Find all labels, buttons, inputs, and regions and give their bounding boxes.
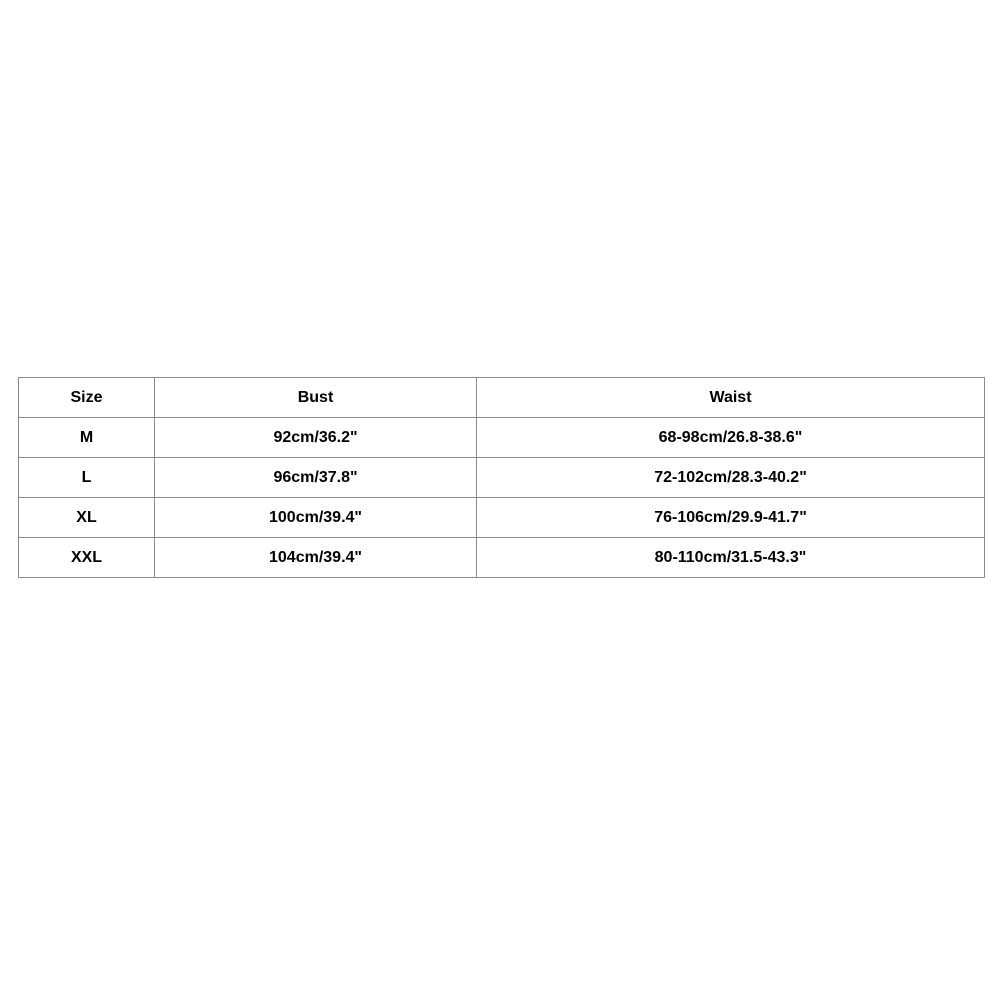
waist-cell: 72-102cm/28.3-40.2"	[477, 458, 985, 498]
size-cell: M	[19, 418, 155, 458]
header-waist: Waist	[477, 378, 985, 418]
table-row	[19, 458, 985, 498]
table-row	[19, 418, 985, 458]
bust-cell: 104cm/39.4"	[155, 538, 477, 578]
size-cell: XXL	[19, 538, 155, 578]
table-row	[19, 498, 985, 538]
bust-cell: 100cm/39.4"	[155, 498, 477, 538]
waist-cell: 80-110cm/31.5-43.3"	[477, 538, 985, 578]
size-cell: XL	[19, 498, 155, 538]
waist-cell: 76-106cm/29.9-41.7"	[477, 498, 985, 538]
waist-cell: 68-98cm/26.8-38.6"	[477, 418, 985, 458]
header-size: Size	[19, 378, 155, 418]
header-bust: Bust	[155, 378, 477, 418]
size-chart-table	[18, 377, 985, 578]
table-row	[19, 538, 985, 578]
bust-cell: 92cm/36.2"	[155, 418, 477, 458]
table-header-row	[19, 378, 985, 418]
bust-cell: 96cm/37.8"	[155, 458, 477, 498]
size-cell: L	[19, 458, 155, 498]
